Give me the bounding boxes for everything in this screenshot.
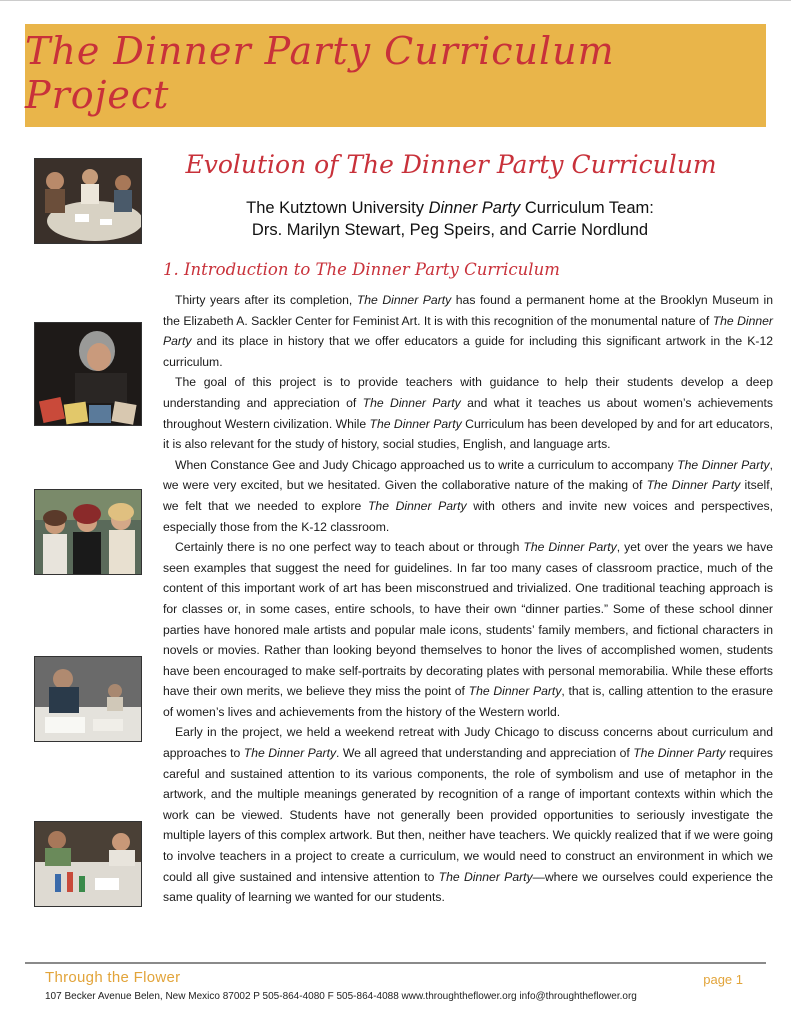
- photo-three-women: [34, 489, 142, 575]
- photo-woman-with-books: [34, 322, 142, 426]
- team-credit: [210, 197, 690, 241]
- team-post: Curriculum Team:: [520, 199, 654, 217]
- body-text-run: Early in the project, we held a weekend retreat with Judy Chicago to discuss concerns about curriculum and approaches to: [163, 725, 773, 761]
- artwork-title: The Dinner Party: [243, 746, 337, 761]
- body-text-run: Curriculum has been developed by and for art educators, it is also relevant for the study of history, social studies, English, and language arts.: [163, 416, 773, 452]
- body-text-run: and its place in history that we offer educators a guide for including this significant artwork in the K-12 curriculum.: [163, 334, 773, 369]
- artwork-title: The Dinner Party: [633, 746, 726, 761]
- artwork-title: The Dinner Party: [362, 395, 461, 410]
- artwork-title: The Dinner Party: [523, 540, 617, 555]
- title-banner: [25, 24, 766, 127]
- team-pre: The Kutztown University: [246, 199, 429, 217]
- body-text-run: The goal of this project is to provide teachers with guidance to help their students develop a deep understanding and appreciation of: [163, 375, 773, 410]
- section-heading: 1. Introduction to The Dinner Party Curriculum: [163, 260, 560, 279]
- body-text-run: has found a permanent home at the Brooklyn Museum in the Elizabeth A. Sackler Center for Feminist Art. It is with this recognition of the monumental nature of: [163, 293, 773, 328]
- body-paragraph: [163, 537, 773, 722]
- article-heading: Evolution of The Dinner Party Curriculum: [185, 150, 717, 179]
- artwork-title: The Dinner Party: [677, 457, 770, 472]
- body-paragraph: [163, 722, 773, 907]
- photo-classroom-table: [34, 158, 142, 244]
- photo-group-working: [34, 821, 142, 907]
- footer-org-name: Through the Flower: [45, 969, 181, 986]
- body-paragraph: [163, 455, 773, 537]
- body-text-run: itself, we felt that we needed to explore: [163, 478, 773, 513]
- body-text-run: Thirty years after its completion,: [175, 293, 357, 307]
- body-text-run: , we were very excited, but we hesitated. Given the collaborative nature of the making of: [163, 457, 773, 493]
- artwork-title: The Dinner Party: [163, 313, 773, 349]
- body-text-run: . We all agreed that understanding and appreciation of: [336, 746, 634, 761]
- body-text-run: Certainly there is no one perfect way to teach about or through: [175, 540, 524, 555]
- article-body: [163, 290, 773, 908]
- banner-title: The Dinner Party Curriculum Project: [25, 28, 615, 117]
- body-text-run: requires careful and sustained attention to its various components, the role of symbolism and use of metaphor in the artwork, and the multiple meanings generated by recognition of a range of important contexts within which the work can be viewed. Students have not generally been provided opportunities to seriously investigate the multiple layers of this complex artwork. But then, neither have teachers. We quickly realized that if we were going to involve teachers in a project to create a curriculum, we would need to construct an environment in which we could all give sustained and intensive attention to: [163, 746, 773, 884]
- footer-divider: [25, 962, 766, 964]
- artwork-title: The Dinner Party: [468, 684, 562, 699]
- photo-workshop-table: [34, 656, 142, 742]
- footer-contact: 107 Becker Avenue Belen, New Mexico 87002 P 505-864-4080 F 505-864-4088 www.throughtheflower.org info@throughtheflower.org: [45, 991, 637, 1002]
- body-paragraph: [163, 372, 773, 454]
- team-line: [210, 197, 690, 219]
- team-authors: Drs. Marilyn Stewart, Peg Speirs, and Carrie Nordlund: [251, 221, 649, 239]
- artwork-title: The Dinner Party: [438, 869, 533, 884]
- body-text-run: , yet over the years we have seen examples that suggest the need for guidelines. In far too many cases of classroom practice, much of the content of this important work of art has been misconstrued and trivialized. One traditional teaching approach is for classes or, in some cases, entire schools, to have their own “dinner parties.” Some of these school dinner parties have honored male artists and popular male icons, students’ family members, and fictional characters in novels or movies. Rather than looking beyond themselves to honor the lives of accomplished women, students have been encouraged to make self-portraits by decorating plates with personal memorabilia. While these efforts have their own merits, we believe they miss the point of: [163, 540, 774, 699]
- page-top-rule: [0, 0, 791, 1]
- artwork-title: The Dinner Party: [356, 293, 452, 307]
- body-paragraph: [163, 290, 773, 372]
- body-text-run: When Constance Gee and Judy Chicago approached us to write a curriculum to accompany: [175, 457, 678, 472]
- artwork-title: The Dinner Party: [369, 416, 462, 431]
- artwork-title: The Dinner Party: [646, 478, 741, 493]
- page-number: page 1: [703, 972, 743, 987]
- artwork-title: The Dinner Party: [367, 498, 467, 513]
- team-italic: Dinner Party: [428, 199, 521, 217]
- body-text-run: —where we ourselves could experience the same quality of learning we wanted for our students.: [163, 869, 773, 905]
- body-text-run: , that is, calling attention to the erasure of women’s lives and achievements from the history of the Western world.: [163, 684, 774, 719]
- body-text-run: with others and invite new voices and perspectives, especially those from the K-12 classroom.: [163, 498, 773, 534]
- body-text-run: and what it teaches us about women’s achievements throughout Western civilization. While: [163, 395, 773, 431]
